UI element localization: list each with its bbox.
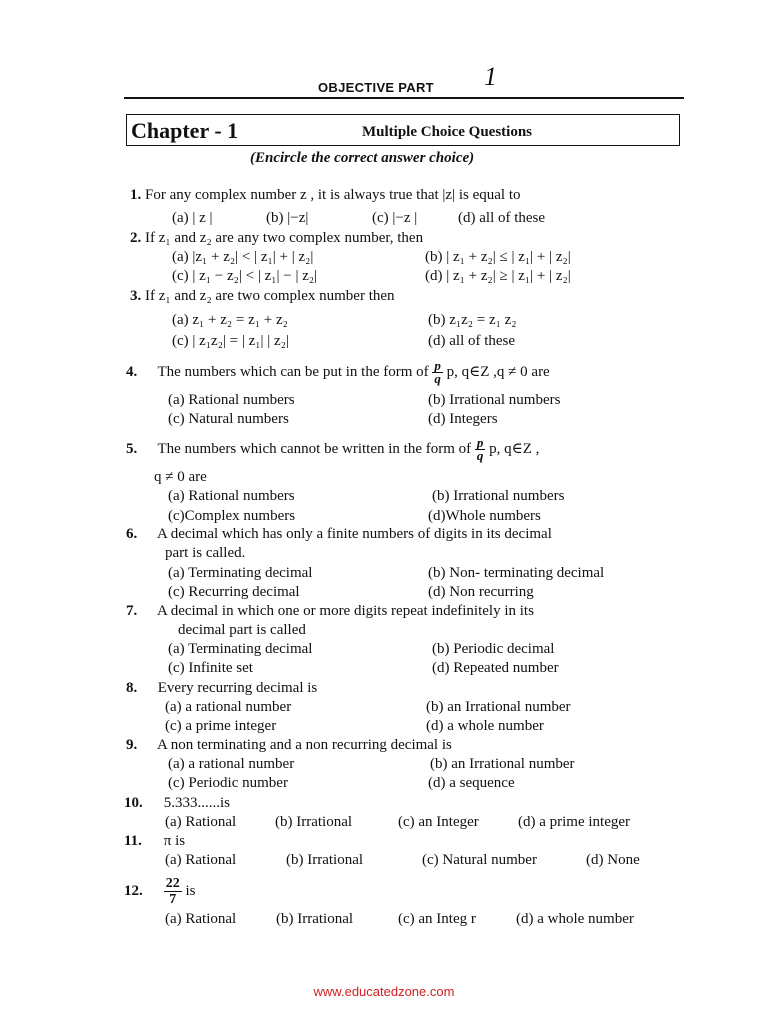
question-6 xyxy=(126,526,552,543)
option-a: (a) Terminating decimal xyxy=(168,641,313,657)
question-text-after: p, q∈Z ,q ≠ 0 are xyxy=(446,363,550,380)
question-1 xyxy=(130,187,521,204)
option-d: (d) Repeated number xyxy=(432,660,559,676)
option-a: (a) Rational xyxy=(165,852,237,868)
option-b: (b) Periodic decimal xyxy=(432,641,555,657)
section-title: Multiple Choice Questions xyxy=(362,124,533,140)
chapter-title: Chapter - 1 xyxy=(131,118,239,143)
fraction-denominator: q xyxy=(434,371,441,386)
question-text: π is xyxy=(163,833,186,849)
option-d: (d) a prime integer xyxy=(518,814,631,830)
option-a: (a) a rational number xyxy=(165,699,292,715)
question-5 xyxy=(126,437,539,462)
question-number: 5. xyxy=(126,440,138,457)
chapter-box xyxy=(126,114,680,146)
question-number: 6. xyxy=(126,526,138,542)
question-text: Every recurring decimal is xyxy=(157,680,318,696)
option-c: (c) Infinite set xyxy=(168,660,253,676)
question-number: 1. xyxy=(130,187,142,203)
question-12 xyxy=(124,876,196,907)
option-c: (c) Recurring decimal xyxy=(168,584,300,600)
question-8 xyxy=(126,680,317,697)
fraction-p-over-q xyxy=(475,437,486,462)
option-c: (c) an Integ r xyxy=(398,911,476,927)
option-d: (d) a whole number xyxy=(516,911,634,927)
option-b: (b) Irrational xyxy=(286,852,364,868)
option-c: (c) | z₁ − z₂| < | z₁| − | z₂| xyxy=(172,268,318,284)
option-d: (d) None xyxy=(586,852,640,868)
option-a: (a) z₁ + z₂ = z₁ + z₂ xyxy=(172,312,288,328)
option-d: (d) all of these xyxy=(428,333,516,349)
option-b: (b) Irrational numbers xyxy=(432,488,565,504)
option-a: (a) |z₁ + z₂| < | z₁| + | z₂| xyxy=(172,249,314,265)
option-c: (c) Natural number xyxy=(422,852,537,868)
option-b: (b) Irrational xyxy=(276,911,354,927)
option-a: (a) | z | xyxy=(172,210,213,226)
fraction-numerator: p xyxy=(476,435,484,450)
option-c: (c) Natural numbers xyxy=(168,411,289,427)
question-7 xyxy=(126,603,534,620)
question-text: A decimal in which one or more digits repeat indefinitely in its xyxy=(156,603,534,619)
option-d: (d) Integers xyxy=(428,411,498,427)
header-title: OBJECTIVE PART xyxy=(318,80,434,95)
question-number: 3. xyxy=(130,288,142,304)
option-c: (c) | z₁z₂| = | z₁| | z₂| xyxy=(172,333,289,349)
question-2 xyxy=(130,230,423,247)
question-text-line2: part is called. xyxy=(165,545,246,561)
option-b: (b) |−z| xyxy=(266,210,309,226)
option-b: (b) z₁z₂ = z₁ z₂ xyxy=(428,312,517,328)
option-b: (b) Irrational numbers xyxy=(428,392,561,408)
footer-url[interactable]: www.educatedzone.com xyxy=(313,984,455,999)
question-text-after: is xyxy=(185,882,196,899)
fraction-numerator: 22 xyxy=(165,876,180,891)
question-text-line2: q ≠ 0 are xyxy=(154,469,207,485)
option-b: (b) Non- terminating decimal xyxy=(428,565,605,581)
option-b: (b) | z₁ + z₂| ≤ | z₁| + | z₂| xyxy=(425,249,571,265)
option-b: (b) Irrational xyxy=(275,814,353,830)
option-d: (d) a sequence xyxy=(428,775,515,791)
question-4 xyxy=(126,360,550,385)
question-text: The numbers which cannot be written in the form of xyxy=(157,440,472,457)
question-text: A decimal which has only a finite numbers of digits in its decimal xyxy=(156,526,552,542)
fraction-p-over-q xyxy=(432,360,443,385)
option-c: (c) a prime integer xyxy=(165,718,277,734)
option-d: (d) Non recurring xyxy=(428,584,534,600)
question-number: 2. xyxy=(130,230,142,246)
page-number: 1 xyxy=(484,62,497,91)
option-b: (b) an Irrational number xyxy=(426,699,571,715)
question-number: 9. xyxy=(126,737,138,753)
option-b: (b) an Irrational number xyxy=(430,756,575,772)
question-11 xyxy=(124,833,185,850)
question-number: 4. xyxy=(126,363,138,380)
option-c: (c)Complex numbers xyxy=(168,508,296,524)
option-d: (d) a whole number xyxy=(426,718,544,734)
option-d: (d) | z₁ + z₂| ≥ | z₁| + | z₂| xyxy=(425,268,571,284)
question-10 xyxy=(124,795,230,812)
question-text: The numbers which can be put in the form of xyxy=(157,363,429,380)
question-3 xyxy=(130,288,395,305)
instruction: (Encircle the correct answer choice) xyxy=(250,150,475,166)
fraction-denominator: 7 xyxy=(169,892,177,907)
question-text: If z₁ and z₂ are two complex number then xyxy=(145,288,395,304)
question-number: 11. xyxy=(124,833,142,849)
option-a: (a) Rational numbers xyxy=(168,392,295,408)
fraction-22-over-7 xyxy=(164,876,182,907)
question-text: If z₁ and z₂ are any two complex number, then xyxy=(145,230,424,246)
question-text: For any complex number z , it is always true that |z| is equal to xyxy=(145,187,521,203)
question-text-after: p, q∈Z , xyxy=(489,440,540,457)
question-text-line2: decimal part is called xyxy=(178,622,306,638)
option-c: (c) |−z | xyxy=(372,210,418,226)
option-c: (c) Periodic number xyxy=(168,775,288,791)
question-number: 8. xyxy=(126,680,138,696)
question-number: 12. xyxy=(124,882,143,899)
question-number: 7. xyxy=(126,603,138,619)
question-text: 5.333......is xyxy=(163,795,231,811)
fraction-numerator: p xyxy=(434,358,441,373)
option-c: (c) an Integer xyxy=(398,814,479,830)
option-a: (a) a rational number xyxy=(168,756,295,772)
page-header xyxy=(0,62,768,102)
option-a: (a) Terminating decimal xyxy=(168,565,313,581)
option-d: (d) all of these xyxy=(458,210,546,226)
header-rule xyxy=(124,97,684,99)
option-a: (a) Rational numbers xyxy=(168,488,295,504)
fraction-denominator: q xyxy=(476,448,484,463)
question-text: A non terminating and a non recurring decimal is xyxy=(156,737,452,753)
question-number: 10. xyxy=(124,795,143,811)
option-d: (d)Whole numbers xyxy=(428,508,541,524)
question-9 xyxy=(126,737,452,754)
option-a: (a) Rational xyxy=(165,814,237,830)
option-a: (a) Rational xyxy=(165,911,237,927)
